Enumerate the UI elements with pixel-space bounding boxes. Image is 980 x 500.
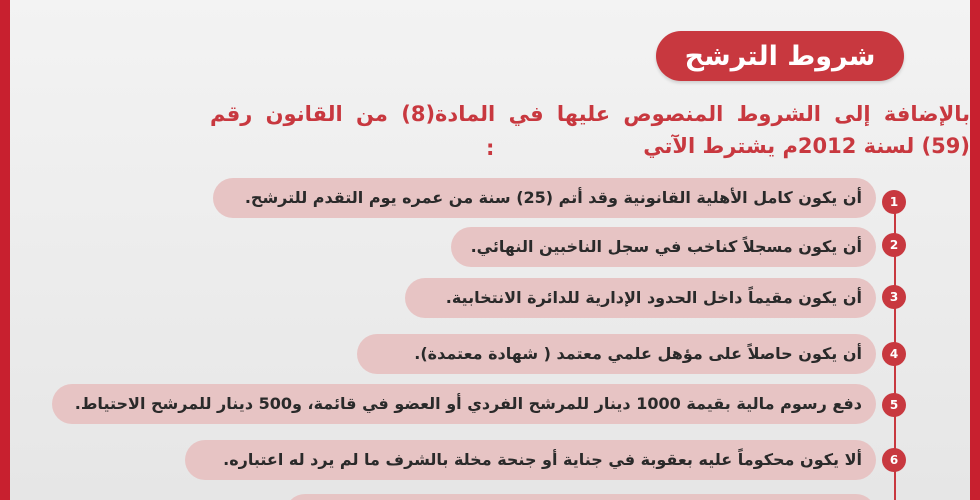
condition-number-badge: 2 <box>882 233 906 257</box>
condition-number-badge: 3 <box>882 285 906 309</box>
condition-item <box>451 227 876 267</box>
condition-text: أن يكون حاصلاً على مؤهل علمي معتمد ( شهادة معتمدة). <box>414 344 862 363</box>
intro-paragraph <box>210 98 970 162</box>
condition-item <box>52 384 876 424</box>
condition-number-badge: 4 <box>882 342 906 366</box>
condition-text: أن يكون كامل الأهلية القانونية وقد أتم (25) سنة من عمره يوم التقدم للترشح. <box>244 188 862 207</box>
condition-text: ألا يكون محكوماً عليه بعقوبة في جناية أو جنحة مخلة بالشرف ما لم يرد له اعتباره. <box>223 450 862 469</box>
intro-text: بالإضافة إلى الشروط المنصوص عليها في المادة(8) من القانون رقم (59) لسنة 2012م يشترط الآتي <box>210 102 971 158</box>
condition-number-badge: 1 <box>882 190 906 214</box>
condition-number-badge: 6 <box>882 448 906 472</box>
condition-text: دفع رسوم مالية بقيمة 1000 دينار للمرشح الفردي أو العضو في قائمة، و500 دينار للمرشح الاحتياط. <box>74 394 862 413</box>
condition-item <box>213 178 876 218</box>
condition-item <box>185 440 876 480</box>
condition-item-partial <box>285 494 876 500</box>
condition-item <box>405 278 876 318</box>
intro-colon: : <box>486 136 495 160</box>
condition-number-badge: 5 <box>882 393 906 417</box>
condition-text: أن يكون مقيماً داخل الحدود الإدارية للدائرة الانتخابية. <box>445 288 862 307</box>
section-title: شروط الترشح <box>656 31 904 81</box>
condition-text: أن يكون مسجلاً كناخب في سجل الناخبين النهائي. <box>470 237 862 256</box>
condition-item <box>357 334 876 374</box>
